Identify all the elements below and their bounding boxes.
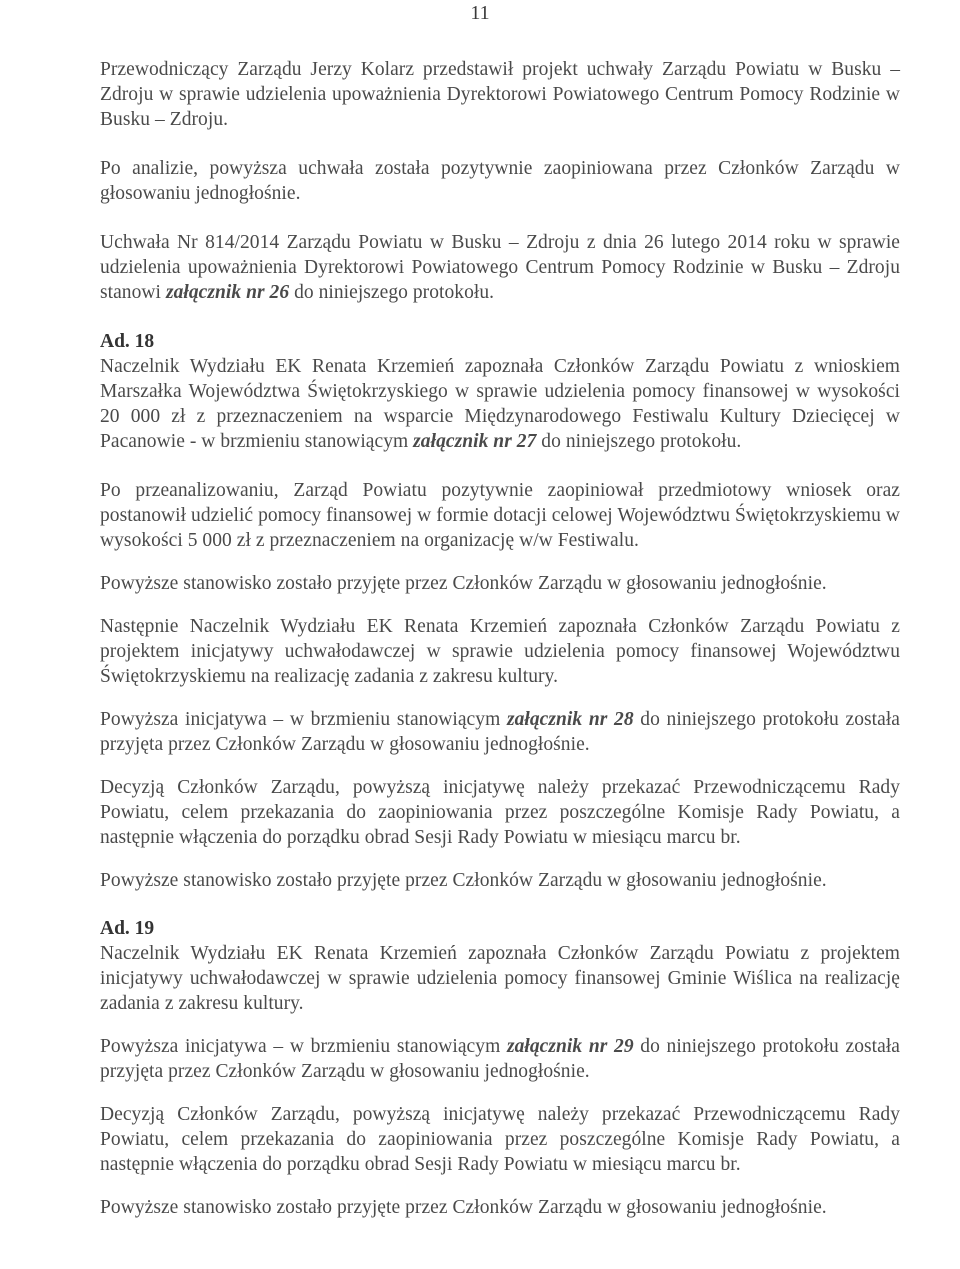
paragraph-ad18-7: Powyższe stanowisko zostało przyjęte przez Członków Zarządu w głosowaniu jednogłośnie. [100, 870, 827, 891]
attachment-27-ref: załącznik nr 27 [413, 431, 537, 452]
paragraph-1: Przewodniczący Zarządu Jerzy Kolarz przedstawił projekt uchwały Zarządu Powiatu w Busku – Zdroju w sprawie udzielenia upoważnienia Dyrektorowi Powiatowego Centrum Pomocy Rodzinie w Busku – Zdroju. [100, 59, 900, 130]
paragraph-ad18-1 [100, 354, 900, 454]
section-heading-ad-19: Ad. 19 [100, 918, 155, 939]
paragraph-ad18-3: Powyższe stanowisko zostało przyjęte przez Członków Zarządu w głosowaniu jednogłośnie. [100, 573, 827, 594]
attachment-29-ref: załącznik nr 29 [506, 1036, 634, 1057]
paragraph-ad19-1: Naczelnik Wydziału EK Renata Krzemień zapoznała Członków Zarządu Powiatu z projektem inicjatywy uchwałodawczej w sprawie udzielenia pomocy finansowej Gminie Wiślica na realizację zadania z zakresu kultury. [100, 943, 900, 1014]
paragraph-2: Po analizie, powyższa uchwała została pozytywnie zaopiniowana przez Członków Zarządu w głosowaniu jednogłośnie. [100, 158, 900, 204]
paragraph-ad18-5 [100, 707, 900, 757]
attachment-26-ref: załącznik nr 26 [165, 282, 290, 303]
paragraph-3-tail: do niniejszego protokołu. [289, 282, 495, 303]
paragraph-3-text: Uchwała Nr 814/2014 Zarządu Powiatu w Busku – Zdroju z dnia 26 lutego 2014 roku w sprawie udzielenia upoważnienia Dyrektorowi Powiatowego Centrum Pomocy Rodzinie w Busku – Zdroju stanowi [100, 232, 900, 303]
document-body [100, 57, 900, 1220]
paragraph-ad19-2-tail: do niniejszego protokołu została przyjęta przez Członków Zarządu w głosowaniu jednogłośnie. [100, 1036, 900, 1082]
paragraph-ad18-5-tail: do niniejszego protokołu została przyjęta przez Członków Zarządu w głosowaniu jednogłośnie. [100, 709, 900, 755]
paragraph-ad18-4: Następnie Naczelnik Wydziału EK Renata Krzemień zapoznała Członków Zarządu Powiatu z projektem inicjatywy uchwałodawczej w sprawie udzielenia pomocy finansowej Województwu Świętokrzyskiemu na realizację zadania z zakresu kultury. [100, 616, 900, 687]
paragraph-ad19-2 [100, 1034, 900, 1084]
paragraph-ad18-1-tail: do niniejszego protokołu. [536, 431, 742, 452]
paragraph-ad18-1-text: Naczelnik Wydziału EK Renata Krzemień zapoznała Członków Zarządu Powiatu z wnioskiem Marszałka Województwa Świętokrzyskiego w sprawie udzielenia pomocy finansowej w wysokości 20 000 zł z przeznaczeniem na wsparcie Międzynarodowego Festiwalu Kultury Dziecięcej w Pacanowie - w brzmieniu stanowiącym [100, 356, 900, 452]
paragraph-ad19-2-text: Powyższa inicjatywa – w brzmieniu stanowiącym [100, 1036, 507, 1057]
paragraph-ad18-5-text: Powyższa inicjatywa – w brzmieniu stanowiącym [100, 709, 507, 730]
paragraph-3 [100, 230, 900, 305]
paragraph-ad18-2: Po przeanalizowaniu, Zarząd Powiatu pozytywnie zaopiniował przedmiotowy wniosek oraz postanowił udzielić pomocy finansowej w formie dotacji celowej Województwu Świętokrzyskiemu w wysokości 5 000 zł z przeznaczeniem na organizację w/w Festiwalu. [100, 480, 900, 551]
section-heading-ad-18: Ad. 18 [100, 331, 155, 352]
attachment-28-ref: załącznik nr 28 [506, 709, 634, 730]
paragraph-ad19-4: Powyższe stanowisko zostało przyjęte przez Członków Zarządu w głosowaniu jednogłośnie. [100, 1197, 827, 1218]
paragraph-ad19-3: Decyzją Członków Zarządu, powyższą inicjatywę należy przekazać Przewodniczącemu Rady Powiatu, celem przekazania do zaopiniowania przez poszczególne Komisje Rady Powiatu, a następnie włączenia do porządku obrad Sesji Rady Powiatu w miesiącu marcu br. [100, 1104, 900, 1175]
page-number: 11 [470, 2, 490, 24]
paragraph-ad18-6: Decyzją Członków Zarządu, powyższą inicjatywę należy przekazać Przewodniczącemu Rady Powiatu, celem przekazania do zaopiniowania przez poszczególne Komisje Rady Powiatu, a następnie włączenia do porządku obrad Sesji Rady Powiatu w miesiącu marcu br. [100, 777, 900, 848]
